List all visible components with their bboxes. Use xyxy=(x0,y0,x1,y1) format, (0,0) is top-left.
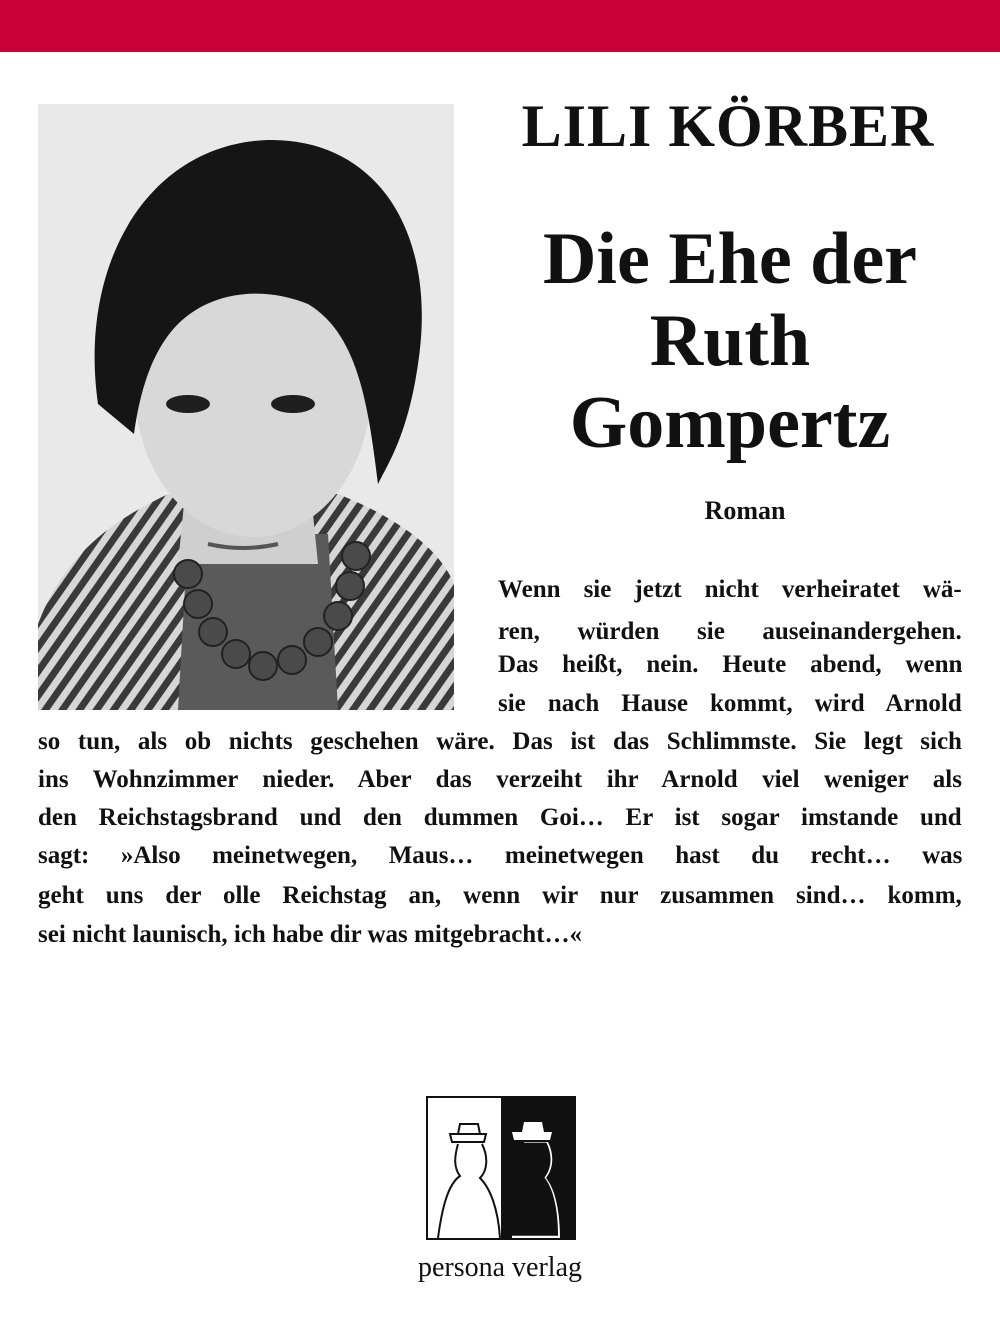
blurb-line: sei nicht launisch, ich habe dir was mitgebracht…« xyxy=(38,921,583,948)
author-portrait-photo xyxy=(38,104,454,710)
blurb-line: den Reichstagsbrand und den dummen Goi… Er ist sogar imstande und xyxy=(38,804,962,831)
book-title xyxy=(470,218,990,464)
blurb-line: geht uns der olle Reichstag an, wenn wir nur zusammen sind… komm, xyxy=(38,882,962,909)
title-line: Die Ehe der xyxy=(542,218,918,300)
title-line: Gompertz xyxy=(569,382,891,464)
genre-label: Roman xyxy=(704,496,786,525)
title-line: Ruth xyxy=(649,300,811,382)
blurb-line: ins Wohnzimmer nieder. Aber das verzeiht ihr Arnold viel weniger als xyxy=(38,766,962,793)
blurb-line: sie nach Hause kommt, wird Arnold xyxy=(498,690,962,717)
blurb-line: so tun, als ob nichts geschehen wäre. Das ist das Schlimmste. Sie legt sich xyxy=(38,728,962,755)
top-color-band xyxy=(0,0,1000,52)
blurb-line: Wenn sie jetzt nicht verheiratet wä- xyxy=(498,576,962,603)
blurb-line: ren, würden sie auseinandergehen. xyxy=(498,618,962,645)
author-name: LILI KÖRBER xyxy=(521,93,935,159)
publisher-logo-icon xyxy=(426,1096,576,1240)
publisher-name: persona verlag xyxy=(417,1252,583,1283)
blurb-line: sagt: »Also meinetwegen, Maus… meinetwegen hast du recht… was xyxy=(38,842,963,869)
blurb-line: Das heißt, nein. Heute abend, wenn xyxy=(498,651,963,678)
